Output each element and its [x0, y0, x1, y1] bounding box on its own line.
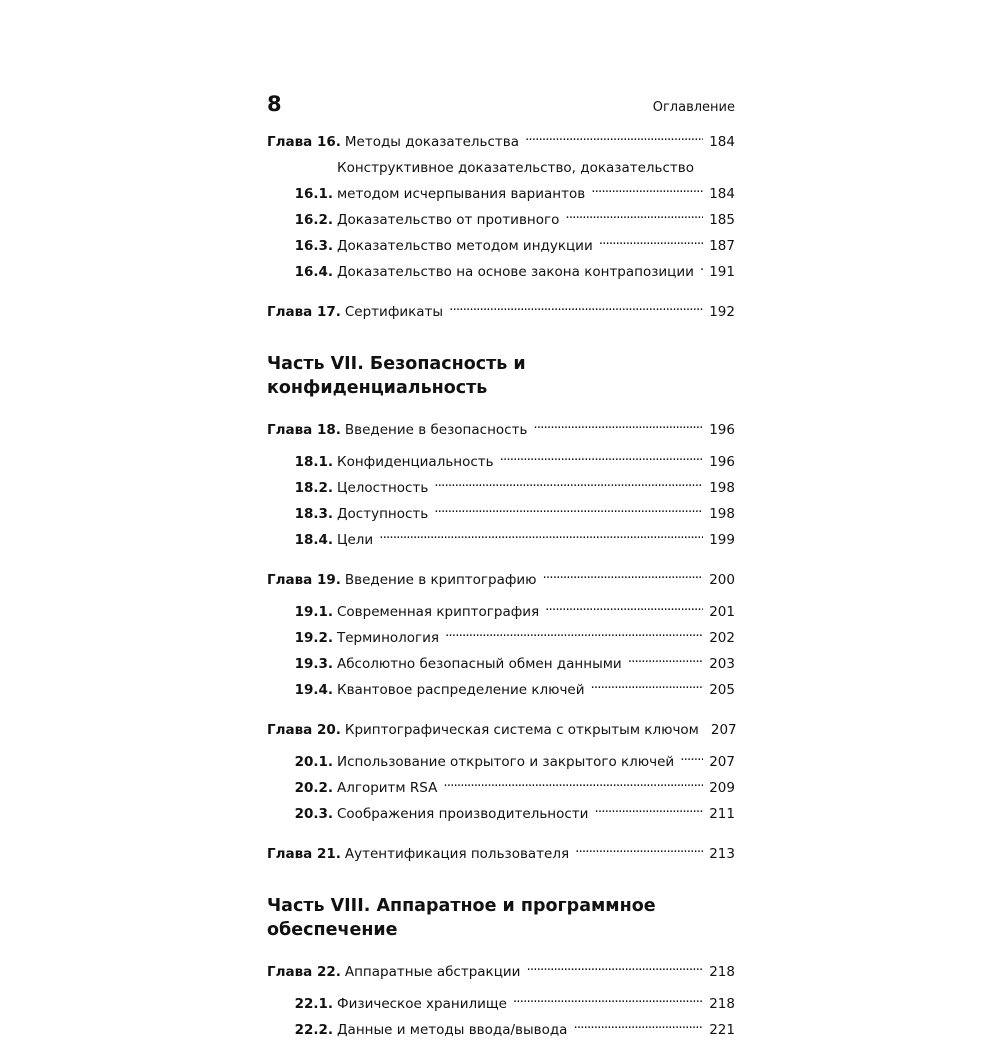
section-entry[interactable] — [267, 746, 735, 772]
dot-leader — [700, 256, 703, 276]
section-page: 202 — [709, 630, 735, 646]
section-number: 22.1. — [294, 996, 333, 1012]
section-page: 201 — [709, 604, 735, 620]
section-body — [337, 204, 735, 230]
section-page: 203 — [709, 656, 735, 672]
section-title: Доказательство на основе закона контрапозиции — [337, 264, 694, 280]
dot-leader — [599, 230, 703, 250]
section-title: Квантовое распределение ключей — [337, 682, 585, 698]
toc-page — [267, 92, 735, 1040]
section-list — [267, 158, 735, 282]
section-title: Доступность — [337, 506, 429, 522]
chapter-label: Глава 20. — [267, 722, 341, 738]
section-title: методом исчерпывания вариантов — [337, 186, 586, 202]
dot-leader — [513, 988, 703, 1008]
dot-leader — [591, 178, 703, 198]
section-body — [337, 158, 735, 204]
section-title: Целостность — [337, 480, 429, 496]
dot-leader — [526, 956, 703, 976]
dot-leader — [575, 838, 703, 858]
section-number: 18.3. — [294, 506, 333, 522]
section-body — [337, 798, 735, 824]
dot-leader — [543, 564, 704, 584]
section-body — [337, 674, 735, 700]
section-number: 20.3. — [294, 806, 333, 822]
dot-leader — [445, 622, 703, 642]
dot-leader — [594, 798, 703, 818]
section-title: Абсолютно безопасный обмен данными — [337, 656, 622, 672]
section-title: Физическое хранилище — [337, 996, 507, 1012]
section-page: 205 — [709, 682, 735, 698]
section-entry[interactable] — [267, 596, 735, 622]
section-page: 185 — [709, 212, 735, 228]
section-entry[interactable] — [267, 988, 735, 1014]
section-number: 20.2. — [294, 780, 333, 796]
section-body — [337, 988, 735, 1014]
section-body — [337, 524, 735, 550]
section-title: Соображения производительности — [337, 806, 589, 822]
section-number: 19.4. — [294, 682, 333, 698]
section-page: 199 — [709, 532, 735, 548]
section-title: Алгоритм RSA — [337, 780, 438, 796]
dot-leader — [525, 126, 703, 146]
part-heading: Часть VII. Безопасность и конфиденциальность — [267, 354, 526, 398]
section-title: Доказательство методом индукции — [337, 238, 593, 254]
table-of-contents — [267, 126, 735, 1040]
section-entry[interactable] — [267, 648, 735, 674]
section-number: 16.4. — [294, 264, 333, 280]
page-header — [267, 92, 735, 126]
section-list — [267, 746, 735, 824]
dot-leader — [545, 596, 703, 616]
dot-leader — [591, 674, 704, 694]
section-page: 198 — [709, 506, 735, 522]
chapter-entry[interactable] — [267, 838, 735, 864]
section-entry[interactable] — [267, 158, 735, 204]
section-body — [337, 772, 735, 798]
section-title-line1: Конструктивное доказательство, доказательство — [337, 160, 694, 176]
section-page: 209 — [709, 780, 735, 796]
section-body — [337, 1014, 735, 1040]
section-number: 16.1. — [294, 186, 333, 202]
section-body — [337, 472, 735, 498]
section-body — [337, 230, 735, 256]
chapter-page: 218 — [709, 964, 735, 980]
section-page: 198 — [709, 480, 735, 496]
dot-leader — [628, 648, 704, 668]
dot-leader — [680, 746, 703, 766]
section-body — [337, 446, 735, 472]
chapter-page: 184 — [709, 134, 735, 150]
dot-leader — [379, 524, 703, 544]
dot-leader — [443, 772, 703, 792]
chapter-page: 196 — [709, 422, 735, 438]
chapter-entry[interactable] — [267, 414, 735, 440]
chapter-label: Глава 18. — [267, 422, 341, 438]
section-title: Доказательство от противного — [337, 212, 560, 228]
section-number: 19.2. — [294, 630, 333, 646]
chapter-title: Введение в криптографию — [344, 572, 537, 588]
section-title: Цели — [337, 532, 374, 548]
chapter-label: Глава 22. — [267, 964, 341, 980]
chapter-title: Сертификаты — [344, 304, 444, 320]
chapter-title: Введение в безопасность — [344, 422, 528, 438]
chapter-page: 213 — [709, 846, 735, 862]
section-number: 18.4. — [294, 532, 333, 548]
page-number: 8 — [267, 92, 282, 116]
chapter-label: Глава 21. — [267, 846, 341, 862]
chapter-label: Глава 17. — [267, 304, 341, 320]
section-entry[interactable] — [267, 798, 735, 824]
section-number: 22.2. — [294, 1022, 333, 1038]
chapter-label: Глава 19. — [267, 572, 341, 588]
section-entry[interactable] — [267, 204, 735, 230]
chapter-entry[interactable] — [267, 126, 735, 152]
section-entry[interactable] — [267, 446, 735, 472]
section-title: Данные и методы ввода/вывода — [337, 1022, 568, 1038]
part-heading: Часть VIII. Аппаратное и программное обеспечение — [267, 896, 656, 940]
section-body — [337, 596, 735, 622]
section-title: Современная криптография — [337, 604, 540, 620]
chapter-page: 192 — [709, 304, 735, 320]
section-body — [337, 256, 735, 282]
dot-leader — [533, 414, 703, 434]
section-number: 19.3. — [294, 656, 333, 672]
section-list — [267, 988, 735, 1040]
section-number: 20.1. — [294, 754, 333, 770]
section-number: 19.1. — [294, 604, 333, 620]
section-list — [267, 446, 735, 550]
section-entry[interactable] — [267, 1014, 735, 1040]
section-body — [337, 498, 735, 524]
section-page: 196 — [709, 454, 735, 470]
dot-leader — [449, 296, 703, 316]
chapter-entry[interactable] — [267, 714, 735, 740]
chapter-entry[interactable] — [267, 956, 735, 982]
section-page: 187 — [709, 238, 735, 254]
chapter-entry[interactable] — [267, 564, 735, 590]
section-entry[interactable] — [267, 622, 735, 648]
chapter-label: Глава 16. — [267, 134, 341, 150]
section-body — [337, 648, 735, 674]
section-page: 211 — [709, 806, 735, 822]
section-body — [337, 746, 735, 772]
section-page: 191 — [709, 264, 735, 280]
dot-leader — [573, 1014, 703, 1034]
section-page: 221 — [709, 1022, 735, 1038]
chapter-title: Аппаратные абстракции — [344, 964, 521, 980]
section-body — [337, 622, 735, 648]
dot-leader — [565, 204, 703, 224]
section-page: 207 — [709, 754, 735, 770]
section-number: 16.3. — [294, 238, 333, 254]
chapter-title: Аутентификация пользователя — [344, 846, 570, 862]
section-entry[interactable] — [267, 230, 735, 256]
section-page: 218 — [709, 996, 735, 1012]
section-entry[interactable] — [267, 472, 735, 498]
section-entry[interactable] — [267, 772, 735, 798]
section-number: 18.2. — [294, 480, 333, 496]
section-entry[interactable] — [267, 674, 735, 700]
chapter-page: 200 — [709, 572, 735, 588]
chapter-title: Методы доказательства — [344, 134, 519, 150]
section-entry[interactable] — [267, 256, 735, 282]
dot-leader — [434, 472, 703, 492]
section-number: 16.2. — [294, 212, 333, 228]
chapter-entry[interactable] — [267, 296, 735, 322]
section-entry[interactable] — [267, 524, 735, 550]
section-title: Терминология — [337, 630, 440, 646]
section-number: 18.1. — [294, 454, 333, 470]
dot-leader — [500, 446, 704, 466]
section-title: Использование открытого и закрытого ключей — [337, 754, 675, 770]
chapter-title: Криптографическая система с открытым ключом — [344, 722, 699, 738]
section-page: 184 — [709, 186, 735, 202]
chapter-page: 207 — [710, 722, 737, 738]
section-title: Конфиденциальность — [337, 454, 494, 470]
section-title-row — [337, 178, 735, 204]
running-head: Оглавление — [652, 100, 735, 115]
section-entry[interactable] — [267, 498, 735, 524]
section-list — [267, 596, 735, 700]
dot-leader — [434, 498, 703, 518]
